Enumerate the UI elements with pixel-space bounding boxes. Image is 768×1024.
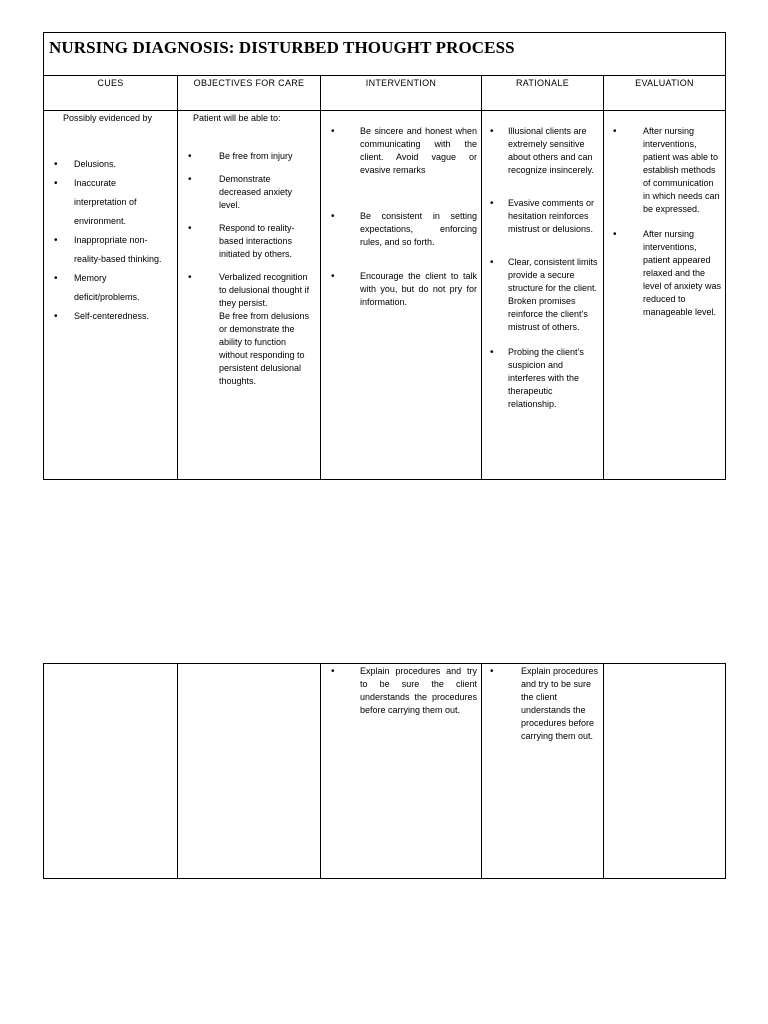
evaluation-item: • After nursing interventions, patient appeared relaxed and the level of anxiety was reduced to manageable level. xyxy=(609,228,723,319)
header-objectives: OBJECTIVES FOR CARE xyxy=(193,78,305,88)
continuation-rationale-cell xyxy=(486,665,600,743)
rationale-list xyxy=(486,125,600,295)
cue-item: • Delusions. xyxy=(50,155,172,174)
objective-item: • Demonstrate decreased anxiety level. xyxy=(184,173,316,212)
header-divider xyxy=(44,110,725,111)
objective-item: • Respond to reality-based interactions initiated by others. xyxy=(184,222,316,261)
rationale-item: • Illusional clients are extremely sensitive about others and can recognize insincerely. xyxy=(486,125,600,177)
column-divider xyxy=(320,664,321,878)
rationale-list-end xyxy=(486,346,600,411)
rationale-item: • Evasive comments or hesitation reinforces mistrust or delusions. xyxy=(486,197,600,236)
cue-item: • Memory deficit/problems. xyxy=(50,269,172,307)
cues-list xyxy=(50,155,172,326)
cues-lead: Possibly evidenced by xyxy=(63,113,153,123)
care-plan-continuation-table xyxy=(43,663,726,879)
evaluation-item: • After nursing interventions, patient was able to establish methods of communication in which needs can be expressed. xyxy=(609,125,723,216)
title-row xyxy=(44,33,725,76)
column-divider xyxy=(320,76,321,480)
header-evaluation: EVALUATION xyxy=(635,78,694,88)
rationale-item: • Probing the client’s suspicion and interferes with the therapeutic relationship. xyxy=(486,346,600,411)
rationale-cell xyxy=(486,125,600,411)
cue-item: • Inappropriate non-reality-based thinking. xyxy=(50,231,172,269)
header-cues: CUES xyxy=(97,78,124,88)
evaluation-cell xyxy=(609,125,723,319)
column-divider xyxy=(177,664,178,878)
objectives-cell xyxy=(184,112,316,388)
objectives-continuation: Be free from delusions or demonstrate the ability to function without responding to persistent delusional thoughts. xyxy=(219,311,310,386)
objective-item: • Verbalized recognition to delusional thought if they persist. xyxy=(184,271,316,310)
rationale-continuation: Broken promises reinforce the client’s mistrust of others. xyxy=(508,296,588,332)
objectives-lead: Patient will be able to: xyxy=(193,113,281,123)
intervention-list xyxy=(327,125,477,309)
column-divider xyxy=(177,76,178,480)
intervention-item: • Be sincere and honest when communicating with the client. Avoid vague or evasive remarks xyxy=(327,125,477,177)
header-intervention: INTERVENTION xyxy=(365,78,437,88)
column-divider xyxy=(481,76,482,480)
column-divider xyxy=(603,664,604,878)
intervention-cell xyxy=(327,125,477,309)
rationale-item: • Explain procedures and try to be sure the client understands the procedures before carrying them out. xyxy=(486,665,600,743)
continuation-rationale-list xyxy=(486,665,600,743)
column-divider xyxy=(481,664,482,878)
evaluation-list xyxy=(609,125,723,319)
objective-item: • Be free from injury xyxy=(184,150,316,163)
objectives-list xyxy=(184,150,316,310)
care-plan-table xyxy=(43,32,726,480)
cues-cell xyxy=(50,112,172,326)
continuation-intervention-list xyxy=(327,665,477,717)
rationale-item: • Clear, consistent limits provide a secure structure for the client. xyxy=(486,256,600,295)
intervention-item: • Be consistent in setting expectations, enforcing rules, and so forth. xyxy=(327,210,477,249)
intervention-item: • Explain procedures and try to be sure the client understands the procedures before carrying them out. xyxy=(327,665,477,717)
page-title: NURSING DIAGNOSIS: DISTURBED THOUGHT PROCESS xyxy=(49,38,515,57)
intervention-item: • Encourage the client to talk with you, but do not pry for information. xyxy=(327,270,477,309)
cue-item: • Self-centeredness. xyxy=(50,307,172,326)
cue-item: • Inaccurate interpretation of environment. xyxy=(50,174,172,231)
header-rationale: RATIONALE xyxy=(515,78,570,88)
continuation-intervention-cell xyxy=(327,665,477,717)
column-divider xyxy=(603,76,604,480)
